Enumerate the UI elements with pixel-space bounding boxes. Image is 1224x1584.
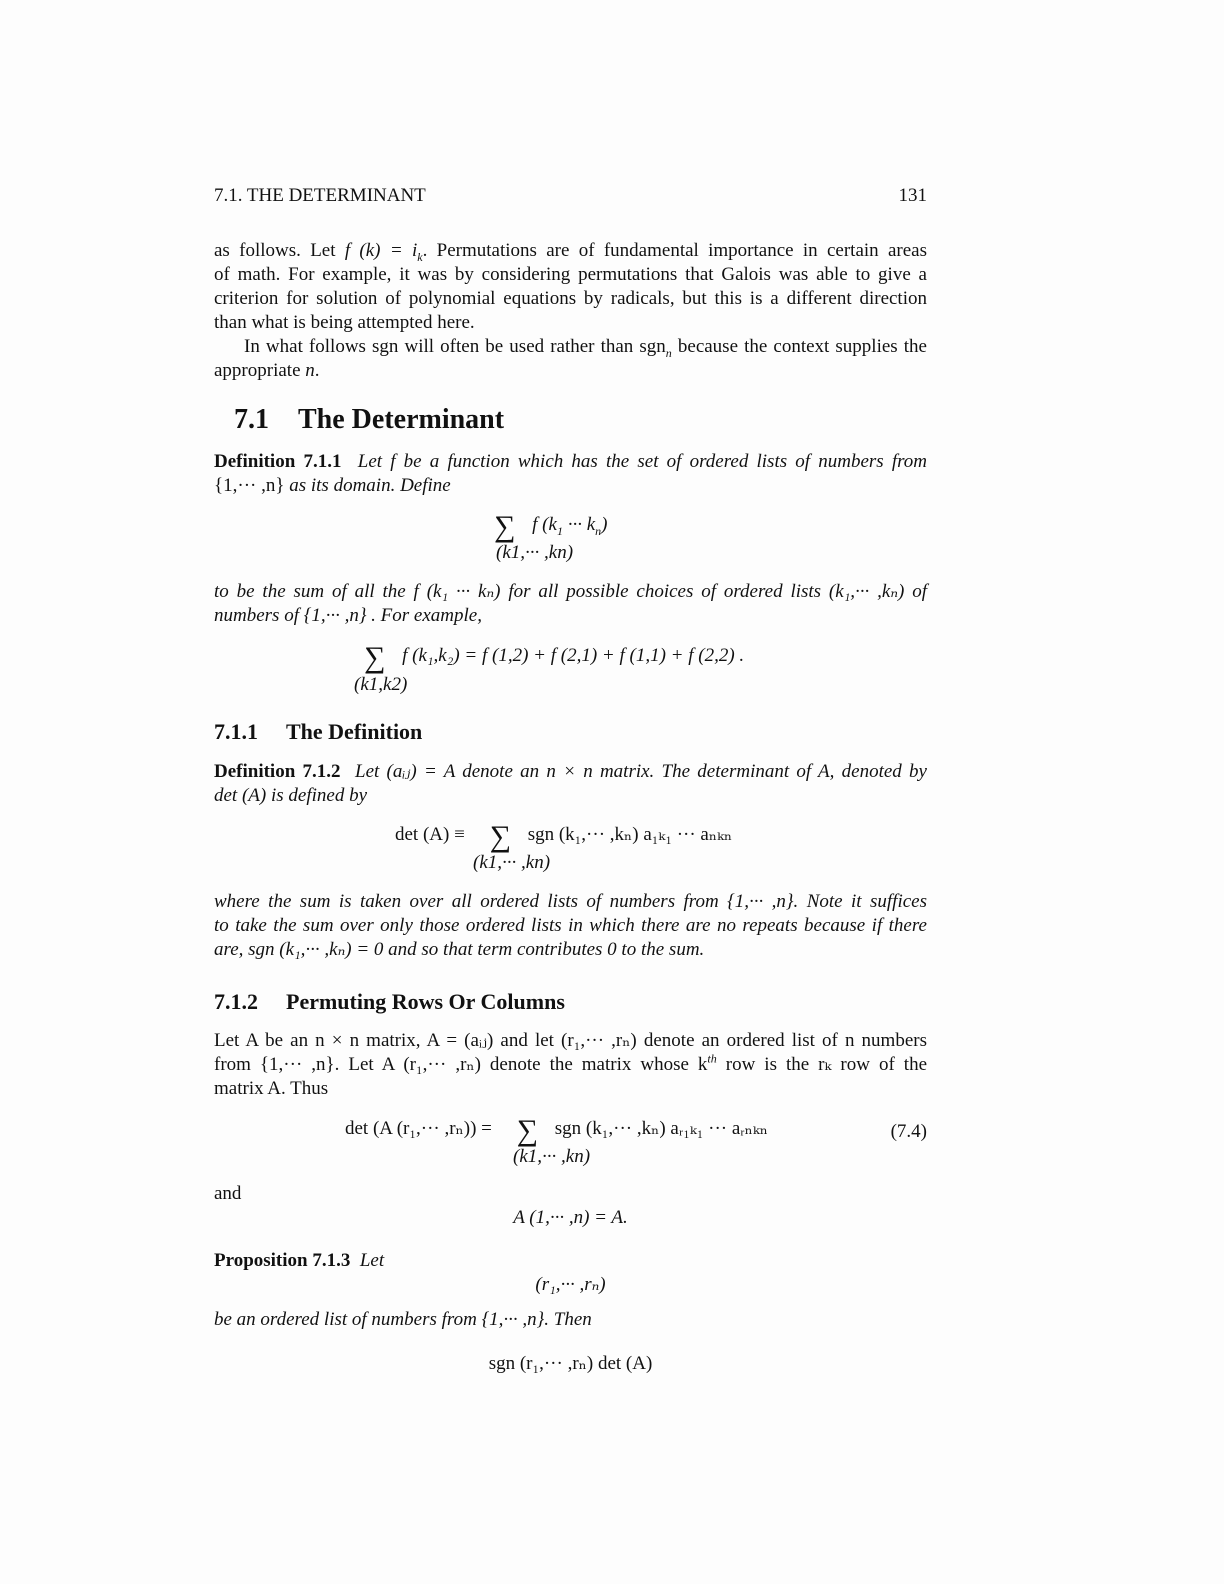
prop713-line-1: Proposition 7.1.3 Let: [214, 1250, 385, 1271]
permute-and: and: [214, 1183, 242, 1204]
permute-det-equation: det (A (r₁,··· ,rₙ)) = ∑ sgn (k₁,··· ,kₙ) aᵣ₁ₖ₁ ··· aᵣₙₖₙ: [345, 1114, 769, 1147]
intro-line-6: appropriate n.: [214, 360, 320, 381]
permute-line-2: from {1,··· ,n}. Let A (r₁,··· ,rₙ) denote the matrix whose $k^{th}$ row is the rₖ row of the: [214, 1051, 928, 1075]
def712-after-line-3: are, sgn (k₁,··· ,kₙ) = 0 and so that term contributes 0 to the sum.: [214, 939, 705, 960]
prop713-sgn-equation: sgn (r₁,··· ,rₙ) det (A): [488, 1353, 653, 1374]
sigma-symbol: ∑: [494, 510, 516, 543]
intro-line-5: In what follows sgn will often be used rather than sgn$_n$ because the context supplies the: [244, 336, 927, 360]
equation-tag: (7.4): [890, 1121, 927, 1142]
def712-det-equation: det (A) ≡ ∑ sgn (k₁,··· ,kₙ) a₁ₖ₁ ··· aₙₖₙ: [395, 820, 733, 853]
subsection-heading-1: 7.1.1 The Definition: [214, 719, 423, 744]
subsection-heading-2: 7.1.2 Permuting Rows Or Columns: [214, 989, 565, 1014]
sigma-symbol: ∑: [516, 1114, 539, 1147]
intro-line-1: as follows. Let f $(k) = i_k$. Permutations are of fundamental importance in certain areas: [214, 240, 927, 264]
def712-sum-index: (k1,··· ,kn): [473, 852, 551, 873]
def711-after-line-2: numbers of {1,··· ,n} . For example,: [214, 605, 482, 626]
page-number: 131: [898, 185, 927, 206]
section-number: 7.1: [234, 404, 269, 435]
intro-line-2: of math. For example, it was by considering permutations that Galois was able to give a: [214, 264, 927, 285]
def711-label: Definition 7.1.1: [214, 451, 342, 472]
def712-label: Definition 7.1.2: [214, 761, 341, 782]
def711-line-2: {1,··· ,n} as its domain. Define: [214, 475, 451, 496]
def711-after-line-1: to be the sum of all the f (k₁ ··· kₙ) for all possible choices of ordered lists (k₁,··· ,kₙ) of: [214, 581, 927, 602]
def711-sum-index: (k1,··· ,kn): [496, 542, 574, 563]
def711-sum-equation: ∑ f ($k_1$ ··· $k_n$): [494, 510, 608, 543]
permute-line-1: Let A be an n × n matrix, A = (aᵢⱼ) and let (r₁,··· ,rₙ) denote an ordered list of n numbers: [214, 1030, 927, 1051]
prop713-line-2: be an ordered list of numbers from {1,··· ,n}. Then: [214, 1309, 592, 1330]
sigma-symbol: ∑: [489, 820, 511, 853]
section-heading: [234, 404, 504, 436]
permute-sum-index: (k1,··· ,kn): [513, 1146, 591, 1167]
prop713-list-equation: (r₁,··· ,rₙ): [535, 1274, 606, 1295]
permute-line-3: matrix A. Thus: [214, 1078, 329, 1099]
def712-line-2: det (A) is defined by: [214, 785, 368, 806]
running-title: 7.1. THE DETERMINANT: [214, 185, 426, 206]
def711-example-equation: ∑ f (k₁,k₂) = f (1,2) + f (2,1) + f (1,1) + f (2,2) .: [364, 641, 745, 674]
def711-example-index: (k1,k2): [354, 674, 408, 695]
section-title: The Determinant: [298, 404, 505, 435]
running-header: [214, 184, 927, 208]
intro-line-3: criterion for solution of polynomial equations by radicals, but this is a different direction: [214, 288, 927, 309]
intro-line-4: than what is being attempted here.: [214, 312, 475, 333]
def711-line-1: Definition 7.1.1 Let f be a function which has the set of ordered lists of numbers from: [214, 451, 928, 472]
def712-after-line-2: to take the sum over only those ordered lists in which there are no repeats because if there: [214, 915, 927, 936]
def712-line-1: Definition 7.1.2 Let (aᵢⱼ) = A denote an n × n matrix. The determinant of A, denoted by: [214, 761, 927, 782]
permute-identity-equation: A (1,··· ,n) = A.: [513, 1207, 628, 1228]
prop713-label: Proposition 7.1.3: [214, 1250, 351, 1271]
def712-after-line-1: where the sum is taken over all ordered lists of numbers from {1,··· ,n}. Note it suffices: [214, 891, 927, 912]
sigma-symbol: ∑: [364, 641, 386, 674]
